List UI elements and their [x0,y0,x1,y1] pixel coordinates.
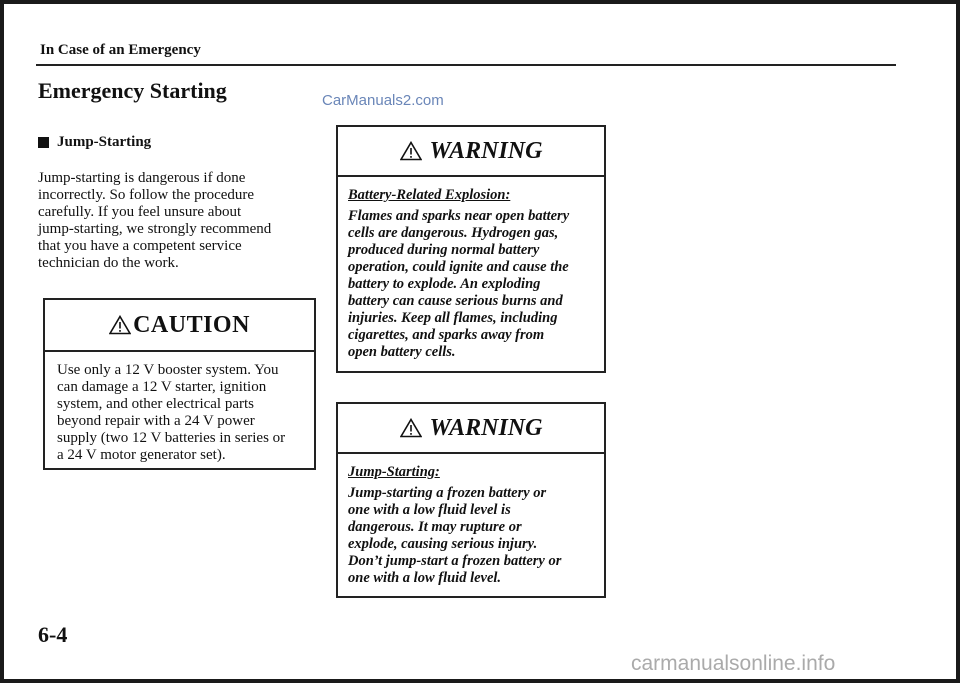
caution-line: can damage a 12 V starter, ignition [57,379,267,395]
warning-line: operation, could ignite and cause the [348,259,569,275]
warning-line: Flames and sparks near open battery [348,208,570,224]
warning-line: Don’t jump-start a frozen battery or [348,553,562,569]
warning-line: Jump-starting a frozen battery or [348,485,547,501]
warning-line: produced during normal battery [348,242,540,258]
caution-line: beyond repair with a 24 V power [57,413,255,429]
warning-line: explode, causing serious injury. [348,536,538,552]
square-bullet-icon [38,137,49,148]
warning-body [338,177,604,361]
warning-box-jump-starting [336,402,606,598]
header-rule [36,64,896,66]
warning-triangle-icon [109,315,131,335]
warning-triangle-icon [400,418,422,438]
intro-line: jump-starting, we strongly recommend [38,221,272,237]
caution-heading: CAUTION [133,311,250,338]
intro-line: incorrectly. So follow the procedure [38,187,255,203]
intro-line: Jump-starting is dangerous if done [38,170,246,186]
subsection-title: Jump-Starting [57,134,152,150]
caution-header [45,300,314,352]
warning-subtitle: Battery-Related Explosion: [348,187,511,203]
warning-heading: WARNING [429,414,543,441]
caution-line: supply (two 12 V batteries in series or [57,430,286,446]
intro-paragraph [38,170,308,272]
watermark-top: CarManuals2.com [322,92,444,109]
caution-box [43,298,316,470]
warning-subtitle: Jump-Starting: [348,464,440,480]
warning-line: open battery cells. [348,344,456,360]
section-header: In Case of an Emergency [40,42,201,58]
warning-line: battery to explode. An exploding [348,276,541,292]
warning-line: dangerous. It may rupture or [348,519,522,535]
caution-body [45,352,314,464]
page-number: 6-4 [38,622,68,647]
warning-header [338,127,604,177]
warning-triangle-icon [400,141,422,161]
caution-line: system, and other electrical parts [57,396,255,412]
warning-header [338,404,604,454]
warning-line: one with a low fluid level is [348,502,511,518]
page-title: Emergency Starting [38,78,227,103]
warning-line: injuries. Keep all flames, including [348,310,558,326]
warning-line: cigarettes, and sparks away from [348,327,545,343]
warning-line: battery can cause serious burns and [348,293,563,309]
warning-line: one with a low fluid level. [348,570,502,586]
intro-line: technician do the work. [38,255,179,271]
caution-line: a 24 V motor generator set). [57,447,226,463]
intro-line: that you have a competent service [38,238,242,254]
caution-line: Use only a 12 V booster system. You [57,362,279,378]
warning-box-explosion [336,125,606,373]
watermark-bottom: carmanualsonline.info [631,652,836,675]
subsection-heading [38,134,151,151]
warning-body [338,454,604,587]
warning-line: cells are dangerous. Hydrogen gas, [348,225,559,241]
warning-heading: WARNING [429,137,543,164]
intro-line: carefully. If you feel unsure about [38,204,242,220]
